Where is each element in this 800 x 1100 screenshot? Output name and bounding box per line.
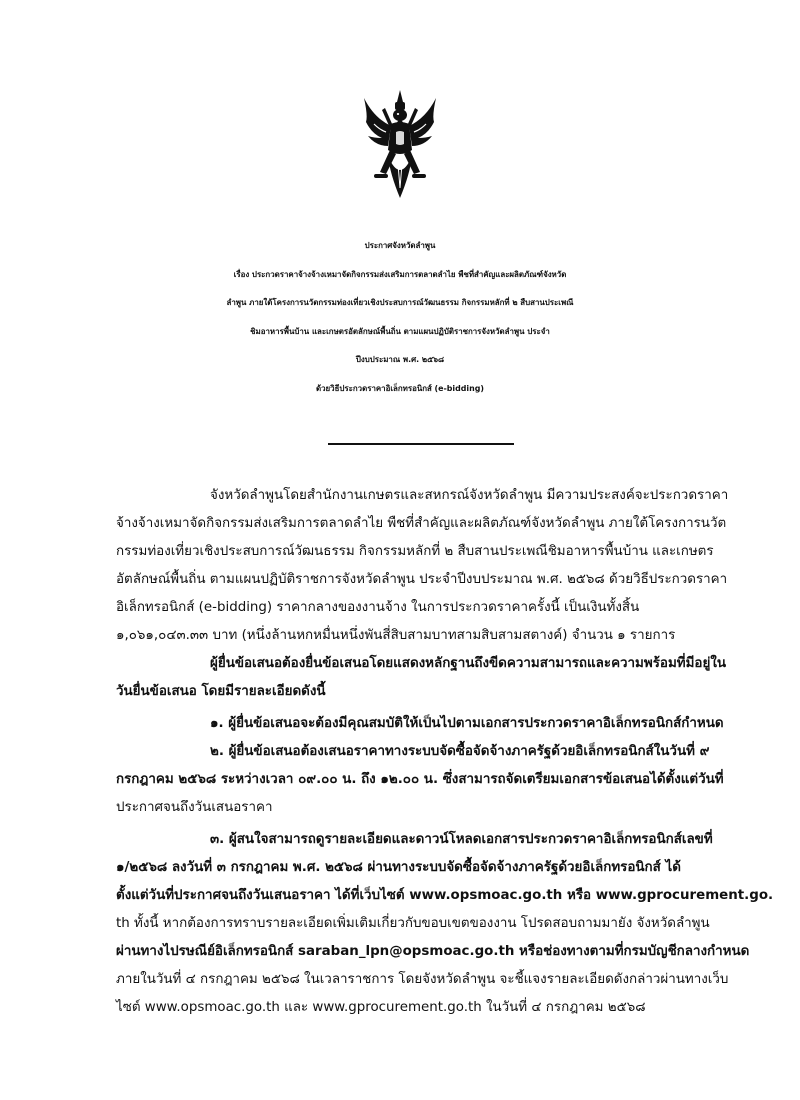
body-line: ๑. ผู้ยื่นข้อเสนอจะต้องมีคุณสมบัติให้เป็นไปตามเอกสารประกวดราคาอิเล็กทรอนิกส์กำหนด: [210, 716, 724, 731]
body-line: ผ่านทางไปรษณีย์อิเล็กทรอนิกส์ saraban_lpn@opsmoac.go.th หรือช่องทางตามที่กรมบัญชีกลางกำหนด: [116, 944, 750, 959]
subject-line: เรื่อง ประกวดราคาจ้างจ้างเหมาจัดกิจกรรมส่งเสริมการตลาดลำไย พืชที่สำคัญและผลิตภัณฑ์จังหวัด: [233, 269, 567, 279]
body-line: กรรมท่องเที่ยวเชิงประสบการณ์วัฒนธรรม กิจกรรมหลักที่ ๒ สืบสานประเพณีชิมอาหารพื้นบ้าน และเกษตร: [116, 544, 714, 559]
body-line: th ทั้งนี้ หากต้องการทราบรายละเอียดเพิ่มเติมเกี่ยวกับขอบเขตของงาน โปรดสอบถามมายัง จังหวัดลำพูน: [116, 916, 710, 931]
announcement-header: [0, 232, 800, 403]
body-line: วันยื่นข้อเสนอ โดยมีรายละเอียดดังนี้: [116, 684, 326, 699]
garuda-emblem-icon: [360, 88, 440, 200]
body-line: จ้างจ้างเหมาจัดกิจกรรมส่งเสริมการตลาดลำไย พืชที่สำคัญและผลิตภัณฑ์จังหวัดลำพูน ภายใต้โครงการนวัต: [116, 516, 727, 531]
subject-line: ชิมอาหารพื้นบ้าน และเกษตรอัตลักษณ์พื้นถิ่น ตามแผนปฏิบัติราชการจังหวัดลำพูน ประจำ: [250, 326, 550, 336]
issuing-agency: ประกาศจังหวัดลำพูน: [364, 241, 436, 250]
body-line: อิเล็กทรอนิกส์ (e-bidding) ราคากลางของงานจ้าง ในการประกวดราคาครั้งนี้ เป็นเงินทั้งสิ้น: [116, 600, 640, 615]
body-line: ภายในวันที่ ๔ กรกฎาคม ๒๕๖๘ ในเวลาราชการ โดยจังหวัดลำพูน จะชี้แจงรายละเอียดดังกล่าวผ่านทางเว็บ: [116, 972, 729, 987]
body-line: กรกฎาคม ๒๕๖๘ ระหว่างเวลา ๐๙.๐๐ น. ถึง ๑๒.๐๐ น. ซึ่งสามารถจัดเตรียมเอกสารข้อเสนอได้ตั้งแต่วันที่: [116, 772, 724, 787]
body-line: จังหวัดลำพูนโดยสำนักงานเกษตรและสหกรณ์จังหวัดลำพูน มีความประสงค์จะประกวดราคา: [210, 488, 729, 503]
body-line: ประกาศจนถึงวันเสนอราคา: [116, 800, 273, 815]
subject-line: ลำพูน ภายใต้โครงการนวัตกรรมท่องเที่ยวเชิงประสบการณ์วัฒนธรรม กิจกรรมหลักที่ ๒ สืบสานประเพณี: [226, 298, 574, 307]
subject-line: ปีงบประมาณ พ.ศ. ๒๕๖๘: [355, 355, 445, 364]
body-line: ๑,๐๖๑,๐๔๓.๓๓ บาท (หนึ่งล้านหกหมื่นหนึ่งพันสี่สิบสามบาทสามสิบสามสตางค์) จำนวน ๑ รายการ: [116, 628, 676, 643]
body-line: ๑/๒๕๖๘ ลงวันที่ ๓ กรกฎาคม พ.ศ. ๒๕๖๘ ผ่านทางระบบจัดซื้อจัดจ้างภาครัฐด้วยอิเล็กทรอนิกส์ ได้: [116, 860, 681, 875]
body-line: ๒. ผู้ยื่นข้อเสนอต้องเสนอราคาทางระบบจัดซื้อจัดจ้างภาครัฐด้วยอิเล็กทรอนิกส์ในวันที่ ๙: [210, 744, 710, 759]
body-line: อัตลักษณ์พื้นถิ่น ตามแผนปฏิบัติราชการจังหวัดลำพูน ประจำปีงบประมาณ พ.ศ. ๒๕๖๘ ด้วยวิธีประกวดราคา: [116, 572, 728, 587]
body-line: ไซต์ www.opsmoac.go.th และ www.gprocurement.go.th ในวันที่ ๔ กรกฎาคม ๒๕๖๘: [116, 1000, 646, 1015]
subject-line: ด้วยวิธีประกวดราคาอิเล็กทรอนิกส์ (e-bidding): [315, 383, 485, 393]
body-line: ผู้ยื่นข้อเสนอต้องยื่นข้อเสนอโดยแสดงหลักฐานถึงขีดความสามารถและความพร้อมที่มีอยู่ใน: [210, 656, 727, 671]
body-line: ๓. ผู้สนใจสามารถดูรายละเอียดและดาวน์โหลดเอกสารประกวดราคาอิเล็กทรอนิกส์เลขที่: [210, 832, 713, 847]
body-line: ตั้งแต่วันที่ประกาศจนถึงวันเสนอราคา ได้ที่เว็บไซต์ www.opsmoac.go.th หรือ www.gprocurement.go.: [116, 888, 774, 903]
divider: [328, 443, 514, 445]
